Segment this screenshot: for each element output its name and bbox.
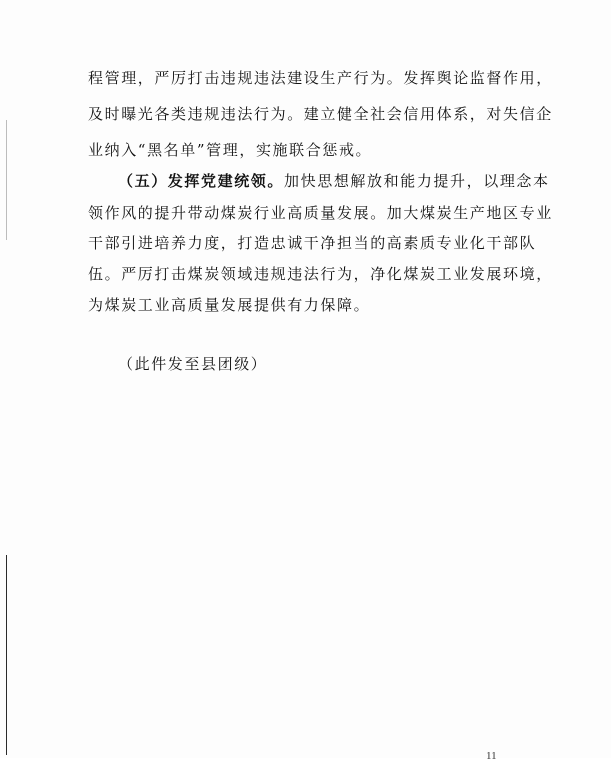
distribution-note: （此件发至县团级）	[118, 355, 268, 373]
section-5-first-line	[118, 170, 550, 192]
scan-edge-mark	[6, 120, 7, 240]
page-number: 11	[486, 750, 497, 762]
paragraph-line: 及时曝光各类违规违法行为。建立健全社会信用体系，对失信企	[88, 105, 553, 123]
section-5-first-line-text: 加快思想解放和能力提升，以理念本	[284, 172, 550, 190]
paragraph-line: 伍。严厉打击煤炭领域违规违法行为，净化煤炭工业发展环境，	[88, 265, 553, 283]
paragraph-line: 干部引进培养力度，打造忠诚干净担当的高素质专业化干部队	[88, 234, 537, 252]
paragraph-line: 领作风的提升带动煤炭行业高质量发展。加大煤炭生产地区专业	[88, 204, 553, 222]
paragraph-line: 程管理，严厉打击违规违法建设生产行为。发挥舆论监督作用，	[88, 69, 553, 87]
paragraph-line: 为煤炭工业高质量发展提供有力保障。	[88, 296, 371, 314]
scan-edge-mark	[6, 555, 7, 755]
section-5-heading: （五）发挥党建统领。	[118, 172, 285, 190]
paragraph-line: 业纳入“黑名单”管理，实施联合惩戒。	[88, 141, 373, 159]
